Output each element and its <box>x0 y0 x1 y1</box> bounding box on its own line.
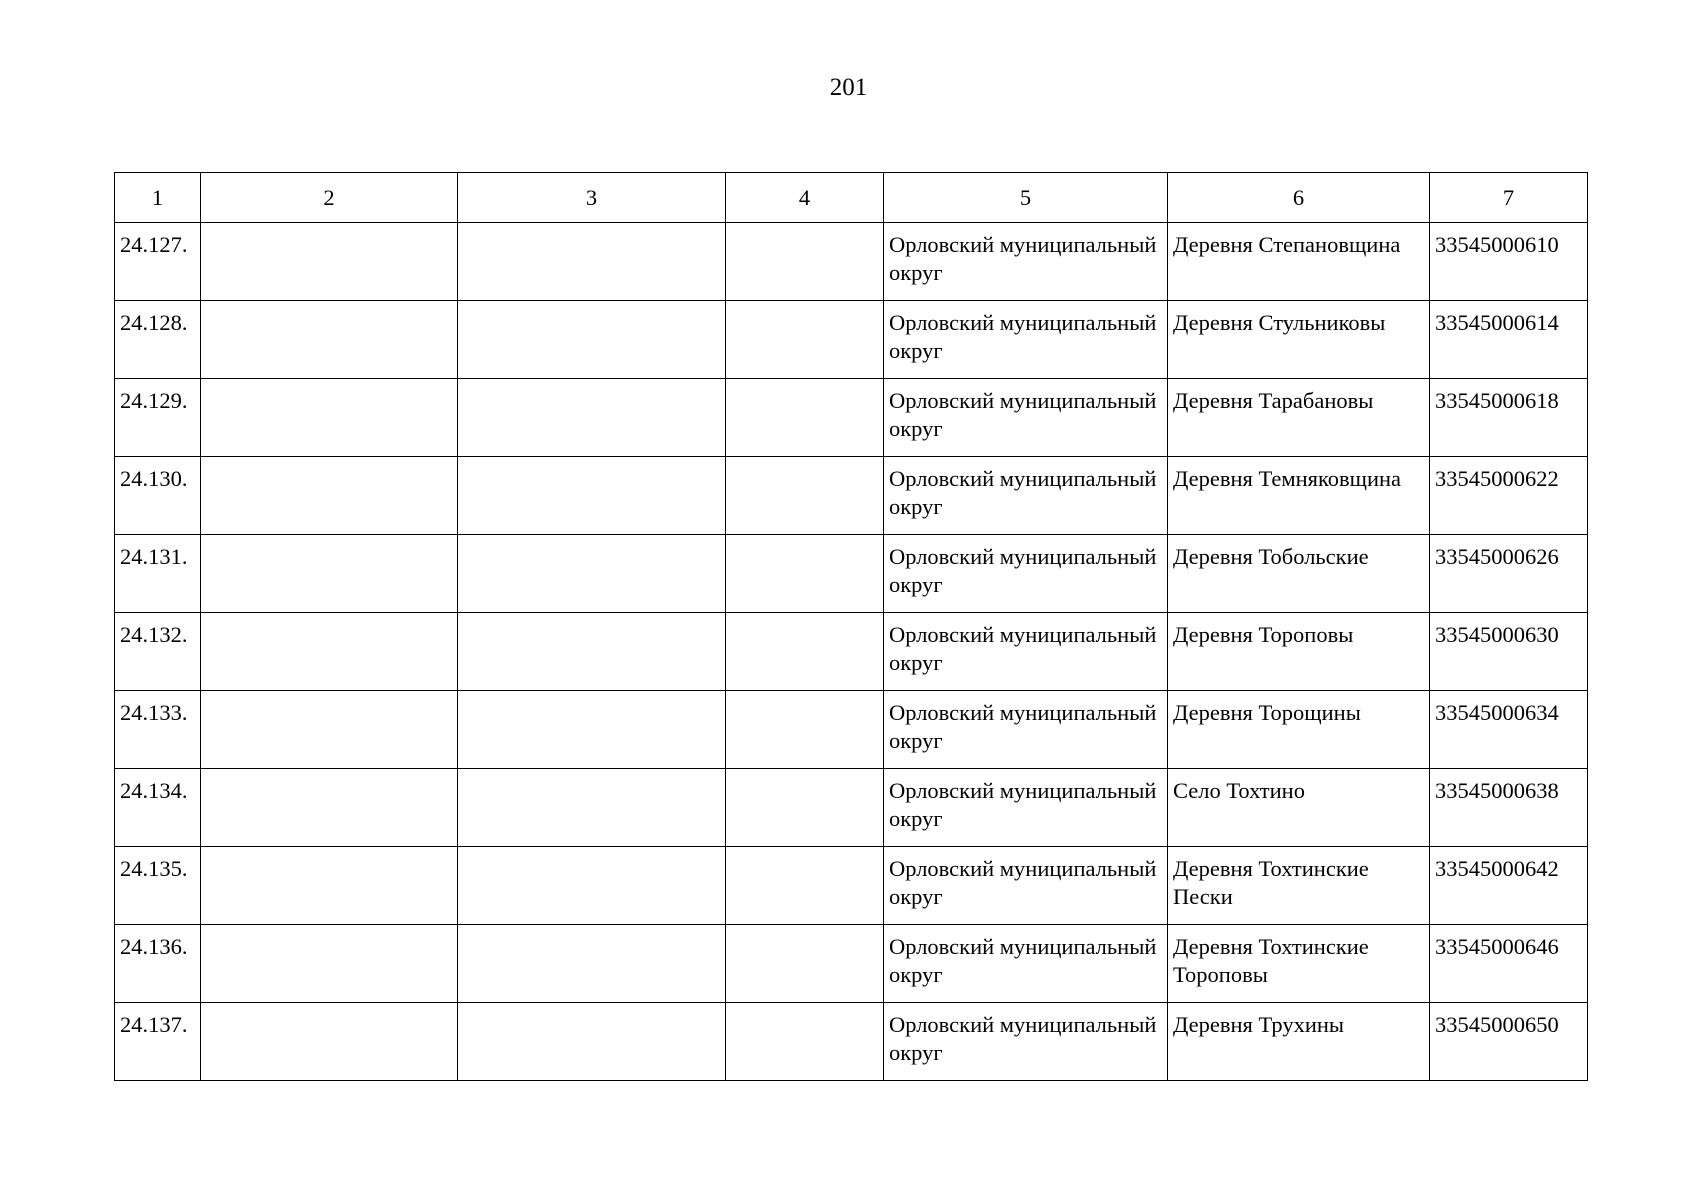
row-number-cell: 24.133. <box>115 691 201 769</box>
col4-cell <box>726 223 884 301</box>
settlement-cell: Деревня Тохтинские Тороповы <box>1168 925 1430 1003</box>
settlement-cell: Деревня Степановщина <box>1168 223 1430 301</box>
col2-cell <box>201 769 458 847</box>
col4-cell <box>726 457 884 535</box>
column-header: 7 <box>1430 173 1588 223</box>
col2-cell <box>201 457 458 535</box>
col3-cell <box>458 379 726 457</box>
municipality-cell: Орловский муниципальный округ <box>884 457 1168 535</box>
col3-cell <box>458 613 726 691</box>
column-header: 5 <box>884 173 1168 223</box>
municipality-cell: Орловский муниципальный округ <box>884 769 1168 847</box>
col4-cell <box>726 301 884 379</box>
row-number-cell: 24.137. <box>115 1003 201 1081</box>
table-row <box>115 223 1588 301</box>
header-row <box>115 173 1588 223</box>
row-number-cell: 24.136. <box>115 925 201 1003</box>
table-row <box>115 769 1588 847</box>
col4-cell <box>726 691 884 769</box>
col2-cell <box>201 1003 458 1081</box>
col2-cell <box>201 847 458 925</box>
col2-cell <box>201 223 458 301</box>
column-header: 6 <box>1168 173 1430 223</box>
oktmo-code-cell: 33545000642 <box>1430 847 1588 925</box>
oktmo-code-cell: 33545000634 <box>1430 691 1588 769</box>
oktmo-code-cell: 33545000638 <box>1430 769 1588 847</box>
settlement-cell: Деревня Темняковщина <box>1168 457 1430 535</box>
table-row <box>115 301 1588 379</box>
col4-cell <box>726 613 884 691</box>
settlement-cell: Деревня Тарабановы <box>1168 379 1430 457</box>
oktmo-code-cell: 33545000650 <box>1430 1003 1588 1081</box>
settlement-cell: Деревня Трухины <box>1168 1003 1430 1081</box>
col3-cell <box>458 457 726 535</box>
col4-cell <box>726 1003 884 1081</box>
registry-table <box>114 172 1588 1081</box>
row-number-cell: 24.134. <box>115 769 201 847</box>
col4-cell <box>726 535 884 613</box>
col2-cell <box>201 379 458 457</box>
row-number-cell: 24.127. <box>115 223 201 301</box>
oktmo-code-cell: 33545000610 <box>1430 223 1588 301</box>
row-number-cell: 24.128. <box>115 301 201 379</box>
column-header: 2 <box>201 173 458 223</box>
municipality-cell: Орловский муниципальный округ <box>884 535 1168 613</box>
col2-cell <box>201 535 458 613</box>
oktmo-code-cell: 33545000622 <box>1430 457 1588 535</box>
municipality-cell: Орловский муниципальный округ <box>884 1003 1168 1081</box>
col2-cell <box>201 691 458 769</box>
col4-cell <box>726 925 884 1003</box>
table-row <box>115 613 1588 691</box>
col2-cell <box>201 301 458 379</box>
table-row <box>115 691 1588 769</box>
municipality-cell: Орловский муниципальный округ <box>884 613 1168 691</box>
col4-cell <box>726 769 884 847</box>
col3-cell <box>458 691 726 769</box>
page-number: 201 <box>829 74 868 101</box>
table-row <box>115 457 1588 535</box>
table-row <box>115 1003 1588 1081</box>
municipality-cell: Орловский муниципальный округ <box>884 301 1168 379</box>
col2-cell <box>201 925 458 1003</box>
table-row <box>115 925 1588 1003</box>
oktmo-code-cell: 33545000614 <box>1430 301 1588 379</box>
settlement-cell: Село Тохтино <box>1168 769 1430 847</box>
municipality-cell: Орловский муниципальный округ <box>884 925 1168 1003</box>
col3-cell <box>458 535 726 613</box>
column-header: 4 <box>726 173 884 223</box>
municipality-cell: Орловский муниципальный округ <box>884 223 1168 301</box>
col3-cell <box>458 1003 726 1081</box>
col4-cell <box>726 379 884 457</box>
table-body <box>115 223 1588 1081</box>
column-header: 3 <box>458 173 726 223</box>
column-header: 1 <box>115 173 201 223</box>
table-row <box>115 847 1588 925</box>
oktmo-code-cell: 33545000646 <box>1430 925 1588 1003</box>
municipality-cell: Орловский муниципальный округ <box>884 847 1168 925</box>
table-row <box>115 379 1588 457</box>
row-number-cell: 24.131. <box>115 535 201 613</box>
oktmo-code-cell: 33545000618 <box>1430 379 1588 457</box>
row-number-cell: 24.130. <box>115 457 201 535</box>
settlement-cell: Деревня Тохтинские Пески <box>1168 847 1430 925</box>
settlement-cell: Деревня Торощины <box>1168 691 1430 769</box>
row-number-cell: 24.132. <box>115 613 201 691</box>
col3-cell <box>458 925 726 1003</box>
col3-cell <box>458 301 726 379</box>
municipality-cell: Орловский муниципальный округ <box>884 379 1168 457</box>
row-number-cell: 24.135. <box>115 847 201 925</box>
row-number-cell: 24.129. <box>115 379 201 457</box>
oktmo-code-cell: 33545000626 <box>1430 535 1588 613</box>
table-row <box>115 535 1588 613</box>
col4-cell <box>726 847 884 925</box>
settlement-cell: Деревня Стульниковы <box>1168 301 1430 379</box>
col3-cell <box>458 847 726 925</box>
settlement-cell: Деревня Тобольские <box>1168 535 1430 613</box>
col3-cell <box>458 223 726 301</box>
col2-cell <box>201 613 458 691</box>
oktmo-code-cell: 33545000630 <box>1430 613 1588 691</box>
municipality-cell: Орловский муниципальный округ <box>884 691 1168 769</box>
col3-cell <box>458 769 726 847</box>
settlement-cell: Деревня Тороповы <box>1168 613 1430 691</box>
